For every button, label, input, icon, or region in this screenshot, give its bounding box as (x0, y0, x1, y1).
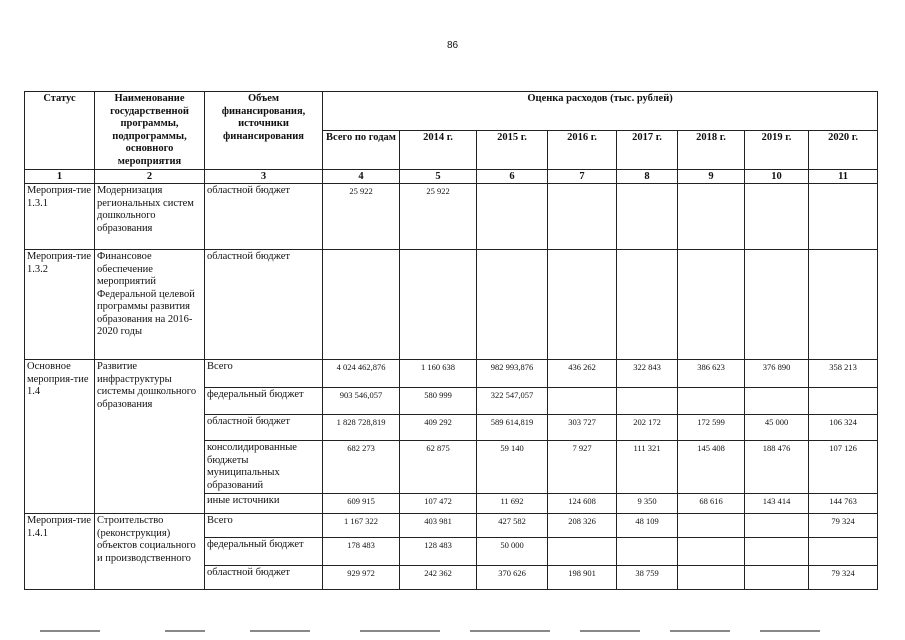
value-cell: 1 167 322 (323, 514, 400, 538)
value-cell: 376 890 (745, 360, 809, 388)
value-cell (745, 388, 809, 415)
column-number: 6 (477, 170, 548, 184)
header-year: 2020 г. (809, 131, 878, 170)
status-cell: Основное мероприя-тие 1.4 (25, 360, 95, 514)
source-cell: Всего (205, 360, 323, 388)
table-body (25, 184, 878, 590)
table-row (25, 360, 878, 388)
column-number: 4 (323, 170, 400, 184)
value-cell: 79 324 (809, 566, 878, 590)
column-number: 2 (95, 170, 205, 184)
value-cell: 903 546,057 (323, 388, 400, 415)
table-row (25, 250, 878, 360)
column-number: 11 (809, 170, 878, 184)
value-cell (809, 538, 878, 566)
value-cell (809, 388, 878, 415)
status-cell: Мероприя-тие 1.3.1 (25, 184, 95, 250)
value-cell: 322 547,057 (477, 388, 548, 415)
value-cell: 322 843 (617, 360, 678, 388)
value-cell: 409 292 (400, 415, 477, 441)
source-cell: Всего (205, 514, 323, 538)
value-cell: 208 326 (548, 514, 617, 538)
value-cell: 386 623 (678, 360, 745, 388)
name-cell: Финансовое обеспечение мероприятий Федеральной целевой программы развития образования на 2016-2020 годы (95, 250, 205, 360)
value-cell: 45 000 (745, 415, 809, 441)
column-number: 10 (745, 170, 809, 184)
value-cell (745, 184, 809, 250)
value-cell: 144 763 (809, 494, 878, 514)
column-number: 1 (25, 170, 95, 184)
value-cell: 79 324 (809, 514, 878, 538)
name-cell: Модернизация региональных систем дошкольного образования (95, 184, 205, 250)
value-cell: 111 321 (617, 441, 678, 494)
header-year: 2014 г. (400, 131, 477, 170)
header-year: 2015 г. (477, 131, 548, 170)
value-cell: 202 172 (617, 415, 678, 441)
column-number: 3 (205, 170, 323, 184)
divider (360, 630, 440, 632)
header-total: Всего по годам (323, 131, 400, 170)
value-cell (617, 250, 678, 360)
value-cell: 48 109 (617, 514, 678, 538)
divider (470, 630, 550, 632)
value-cell (548, 250, 617, 360)
value-cell: 358 213 (809, 360, 878, 388)
value-cell (745, 538, 809, 566)
value-cell: 38 759 (617, 566, 678, 590)
header-year: 2016 г. (548, 131, 617, 170)
divider (580, 630, 640, 632)
value-cell: 172 599 (678, 415, 745, 441)
value-cell (809, 250, 878, 360)
value-cell: 9 350 (617, 494, 678, 514)
header-source: Объем финансирования, источники финансирования (205, 92, 323, 170)
header-year: 2017 г. (617, 131, 678, 170)
status-cell: Мероприя-тие 1.3.2 (25, 250, 95, 360)
value-cell: 436 262 (548, 360, 617, 388)
source-cell: областной бюджет (205, 250, 323, 360)
value-cell (548, 184, 617, 250)
divider (760, 630, 820, 632)
column-number: 5 (400, 170, 477, 184)
value-cell: 589 614,819 (477, 415, 548, 441)
value-cell: 403 981 (400, 514, 477, 538)
column-number: 7 (548, 170, 617, 184)
value-cell: 11 692 (477, 494, 548, 514)
source-cell: иные источники (205, 494, 323, 514)
value-cell (617, 388, 678, 415)
value-cell: 25 922 (400, 184, 477, 250)
divider (165, 630, 205, 632)
value-cell (745, 250, 809, 360)
value-cell: 188 476 (745, 441, 809, 494)
value-cell: 50 000 (477, 538, 548, 566)
divider (670, 630, 730, 632)
status-cell: Мероприя-тие 1.4.1 (25, 514, 95, 590)
source-cell: консолидированные бюджеты муниципальных образований (205, 441, 323, 494)
column-number: 8 (617, 170, 678, 184)
value-cell: 145 408 (678, 441, 745, 494)
divider (250, 630, 310, 632)
value-cell: 370 626 (477, 566, 548, 590)
value-cell (548, 388, 617, 415)
divider (40, 630, 100, 632)
value-cell: 128 483 (400, 538, 477, 566)
table-row (25, 514, 878, 538)
value-cell: 242 362 (400, 566, 477, 590)
value-cell: 107 126 (809, 441, 878, 494)
value-cell (678, 184, 745, 250)
value-cell: 4 024 462,876 (323, 360, 400, 388)
value-cell (678, 538, 745, 566)
source-cell: областной бюджет (205, 415, 323, 441)
value-cell: 25 922 (323, 184, 400, 250)
value-cell: 143 414 (745, 494, 809, 514)
value-cell (678, 514, 745, 538)
value-cell (745, 514, 809, 538)
value-cell: 124 608 (548, 494, 617, 514)
value-cell (809, 184, 878, 250)
value-cell: 682 273 (323, 441, 400, 494)
value-cell: 107 472 (400, 494, 477, 514)
value-cell (548, 538, 617, 566)
source-cell: федеральный бюджет (205, 388, 323, 415)
value-cell: 303 727 (548, 415, 617, 441)
value-cell: 59 140 (477, 441, 548, 494)
value-cell (678, 250, 745, 360)
source-cell: областной бюджет (205, 566, 323, 590)
value-cell: 62 875 (400, 441, 477, 494)
value-cell (617, 538, 678, 566)
value-cell (678, 566, 745, 590)
value-cell: 68 616 (678, 494, 745, 514)
column-number: 9 (678, 170, 745, 184)
value-cell (678, 388, 745, 415)
value-cell (400, 250, 477, 360)
column-number-row (25, 170, 878, 184)
header-year: 2019 г. (745, 131, 809, 170)
value-cell: 929 972 (323, 566, 400, 590)
source-cell: федеральный бюджет (205, 538, 323, 566)
value-cell: 427 582 (477, 514, 548, 538)
value-cell (617, 184, 678, 250)
page-number: 86 (446, 40, 459, 51)
value-cell (477, 250, 548, 360)
value-cell: 982 993,876 (477, 360, 548, 388)
header-name: Наименование государственной программы, подпрограммы, основного мероприятия (95, 92, 205, 170)
table-row (25, 184, 878, 250)
table-header (25, 92, 878, 184)
value-cell: 7 927 (548, 441, 617, 494)
value-cell: 580 999 (400, 388, 477, 415)
header-status: Статус (25, 92, 95, 170)
budget-table (24, 91, 878, 590)
header-year: 2018 г. (678, 131, 745, 170)
value-cell (323, 250, 400, 360)
name-cell: Развитие инфраструктуры системы дошкольного образования (95, 360, 205, 514)
value-cell (477, 184, 548, 250)
source-cell: областной бюджет (205, 184, 323, 250)
value-cell: 178 483 (323, 538, 400, 566)
value-cell (745, 566, 809, 590)
name-cell: Строительство (реконструкция) объектов социального и производственного (95, 514, 205, 590)
header-estimate: Оценка расходов (тыс. рублей) (323, 92, 878, 131)
value-cell: 1 160 638 (400, 360, 477, 388)
value-cell: 609 915 (323, 494, 400, 514)
value-cell: 106 324 (809, 415, 878, 441)
value-cell: 1 828 728,819 (323, 415, 400, 441)
value-cell: 198 901 (548, 566, 617, 590)
